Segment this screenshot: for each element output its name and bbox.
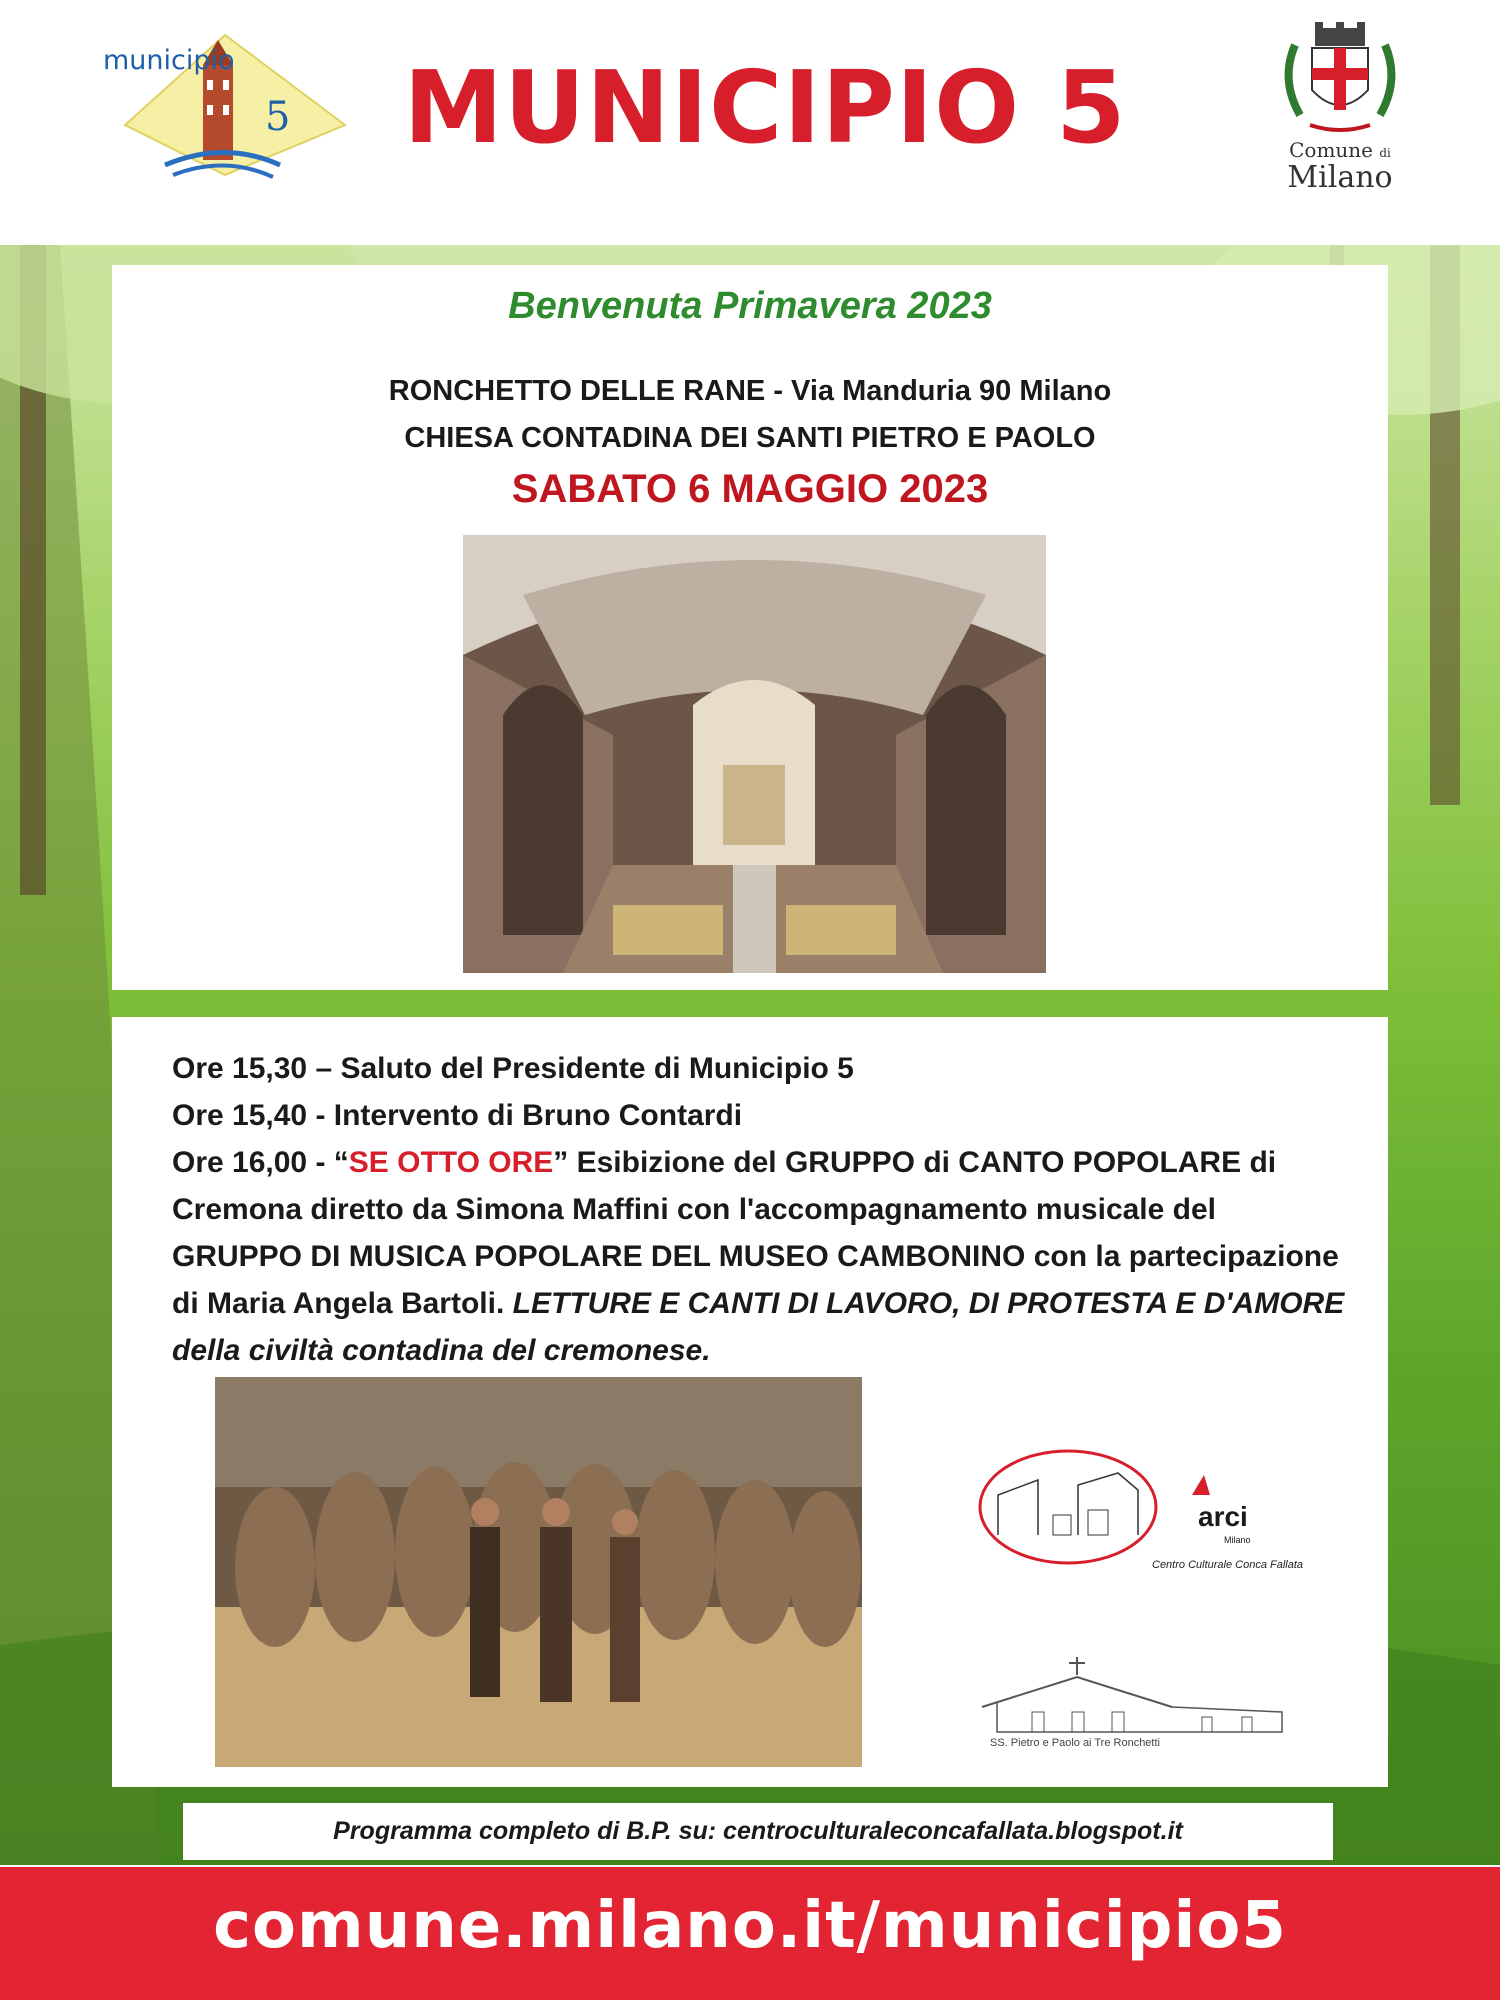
church-logo — [972, 1657, 1302, 1767]
program-item: Ore 16,00 - “SE OTTO ORE” Esibizione del GRUPPO di CANTO POPOLARE di Cremona diretto da Simona Maffini con l'accompagnamento musicale del GRUPPO DI MUSICA POPOLARE DEL MUSEO CAMBONINO con la partecipazione di Maria Angela Bartoli. LETTURE E CANTI DI LAVORO, DI PROTESTA E D'AMORE della civiltà contadina del cremonese. — [172, 1146, 1345, 1367]
church-caption: SS. Pietro e Paolo ai Tre Ronchetti — [990, 1737, 1160, 1749]
footer — [0, 1867, 1500, 2000]
program-panel — [112, 1017, 1388, 1787]
venue-name: CHIESA CONTADINA DEI SANTI PIETRO E PAOLO — [404, 422, 1096, 454]
event-date: SABATO 6 MAGGIO 2023 — [511, 467, 989, 511]
chapel-outline-icon — [972, 1657, 1302, 1747]
event-panel — [112, 265, 1388, 990]
program-info-bar: Programma completo di B.P. su: centroculturaleconcafallata.blogspot.it — [183, 1803, 1333, 1860]
page-title: MUNICIPIO 5 — [403, 49, 1127, 166]
arci-caption: Centro Culturale Conca Fallata — [1152, 1559, 1304, 1571]
program-list — [172, 1045, 1352, 1374]
header — [0, 0, 1500, 245]
comune-milano-logo — [1270, 20, 1410, 200]
church-interior-photo — [463, 535, 1046, 973]
arci-text: arci — [1198, 1501, 1248, 1532]
municipio-logo-text: municipio — [103, 45, 235, 76]
program-item: Ore 15,40 - Intervento di Bruno Contardi — [172, 1099, 743, 1132]
municipio-number: 5 — [265, 94, 291, 140]
arci-conca-fallata-logo — [978, 1445, 1338, 1585]
arci-city: Milano — [1224, 1535, 1251, 1545]
comune-city: Milano — [1287, 160, 1393, 195]
comune-label: Comune di — [1289, 138, 1391, 162]
quarto-stato-painting — [215, 1377, 862, 1767]
highlight-title: SE OTTO ORE — [348, 1146, 554, 1179]
footer-url-link[interactable]: comune.milano.it/municipio5 — [213, 1889, 1287, 1963]
program-item: Ore 15,30 – Saluto del Presidente di Municipio 5 — [172, 1052, 854, 1085]
venue-address: RONCHETTO DELLE RANE - Via Manduria 90 Milano — [388, 375, 1112, 407]
milano-crest-icon — [1270, 20, 1410, 140]
event-title: Benvenuta Primavera 2023 — [508, 285, 992, 327]
